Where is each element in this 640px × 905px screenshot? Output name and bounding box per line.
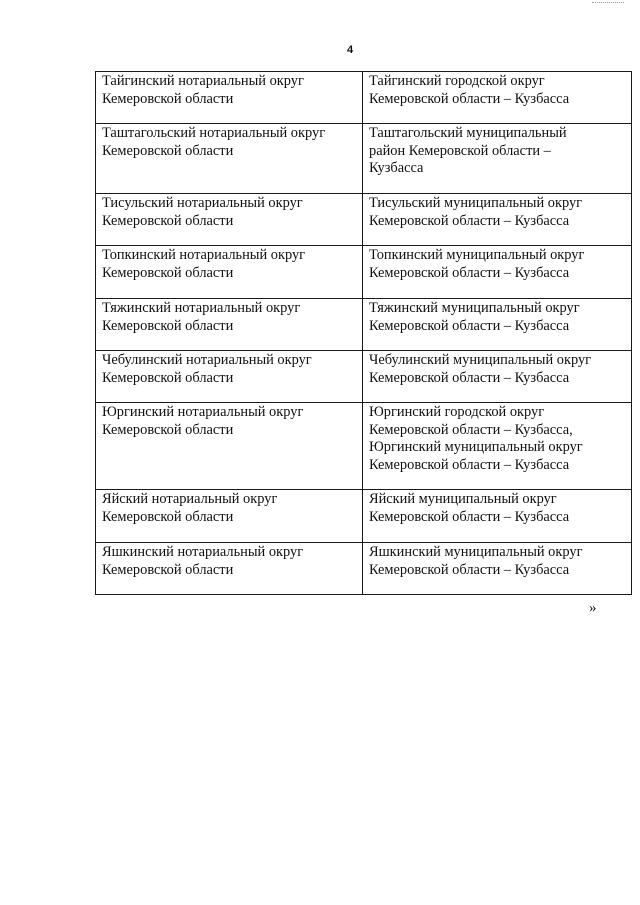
cell-text: Тяжинский нотариальный округ (102, 300, 301, 316)
cell-text: Кемеровской области (102, 317, 234, 334)
cell-text: Яшкинский муниципальный округ (369, 544, 583, 560)
cell-text: Кемеровской области – Кузбасса (369, 90, 570, 107)
cell-text: Кемеровской области (102, 421, 234, 438)
municipal-district-cell (363, 403, 632, 490)
page-number: 4 (346, 44, 354, 56)
cell-text: Тайгинский нотариальный округ (102, 73, 304, 89)
municipal-district-cell (363, 194, 632, 246)
page-corner-mark (592, 2, 624, 3)
table-row (96, 124, 632, 194)
closing-quote-mark: » (589, 600, 597, 616)
cell-text: Юргинский городской округ (369, 404, 545, 420)
notarial-district-cell (96, 351, 363, 403)
notarial-district-cell (96, 194, 363, 246)
notarial-district-cell (96, 543, 363, 595)
cell-text: Кемеровской области (102, 369, 234, 386)
cell-text: Кемеровской области (102, 212, 234, 229)
cell-text: Таштагольский нотариальный округ (102, 125, 326, 141)
table-row (96, 403, 632, 490)
cell-text: Кемеровской области (102, 264, 234, 281)
cell-text: Кемеровской области (102, 142, 234, 159)
cell-text: Тисульский муниципальный округ (369, 195, 583, 211)
cell-text: Кемеровской области (102, 90, 234, 107)
cell-text: Кемеровской области – Кузбасса (369, 212, 570, 229)
municipal-district-cell (363, 124, 632, 194)
cell-text: Кемеровской области – Кузбасса (369, 561, 570, 578)
table-row (96, 194, 632, 246)
cell-text: Тисульский нотариальный округ (102, 195, 303, 211)
table-row (96, 72, 632, 124)
cell-text: Таштагольский муниципальный (369, 125, 567, 141)
table-row (96, 299, 632, 351)
municipal-district-cell (363, 246, 632, 299)
notarial-district-cell (96, 72, 363, 124)
cell-text: Чебулинский нотариальный округ (102, 352, 312, 368)
notarial-district-cell (96, 124, 363, 194)
cell-text: Тяжинский муниципальный округ (369, 300, 580, 316)
municipal-district-cell (363, 351, 632, 403)
municipal-district-cell (363, 72, 632, 124)
municipal-district-cell (363, 543, 632, 595)
cell-text: район Кемеровской области – (369, 142, 551, 159)
table-row (96, 490, 632, 543)
cell-text: Кузбасса (369, 160, 424, 176)
municipal-district-cell (363, 490, 632, 543)
cell-text: Топкинский нотариальный округ (102, 247, 306, 263)
municipal-district-cell (363, 299, 632, 351)
cell-text: Чебулинский муниципальный округ (369, 352, 592, 368)
cell-text: Топкинский муниципальный округ (369, 247, 585, 263)
cell-text: Юргинский нотариальный округ (102, 404, 304, 420)
cell-text: Юргинский муниципальный округ (369, 439, 583, 455)
notarial-district-cell (96, 246, 363, 299)
notarial-district-cell (96, 299, 363, 351)
notarial-district-cell (96, 403, 363, 490)
cell-text: Кемеровской области – Кузбасса (369, 264, 570, 281)
cell-text: Кемеровской области – Кузбасса (369, 317, 570, 334)
cell-text: Тайгинский городской округ (369, 73, 545, 89)
cell-text: Кемеровской области – Кузбасса (369, 369, 570, 386)
cell-text: Яйский муниципальный округ (369, 491, 557, 507)
notarial-districts-table (95, 71, 632, 595)
cell-text: Кемеровской области (102, 561, 234, 578)
table-row (96, 246, 632, 299)
notarial-district-cell (96, 490, 363, 543)
cell-text: Кемеровской области – Кузбасса (369, 456, 570, 473)
cell-text: Кемеровской области – Кузбасса, (369, 421, 573, 438)
table-row (96, 543, 632, 595)
table-row (96, 351, 632, 403)
cell-text: Яйский нотариальный округ (102, 491, 278, 507)
cell-text: Кемеровской области – Кузбасса (369, 508, 570, 525)
cell-text: Кемеровской области (102, 508, 234, 525)
cell-text: Яшкинский нотариальный округ (102, 544, 304, 560)
